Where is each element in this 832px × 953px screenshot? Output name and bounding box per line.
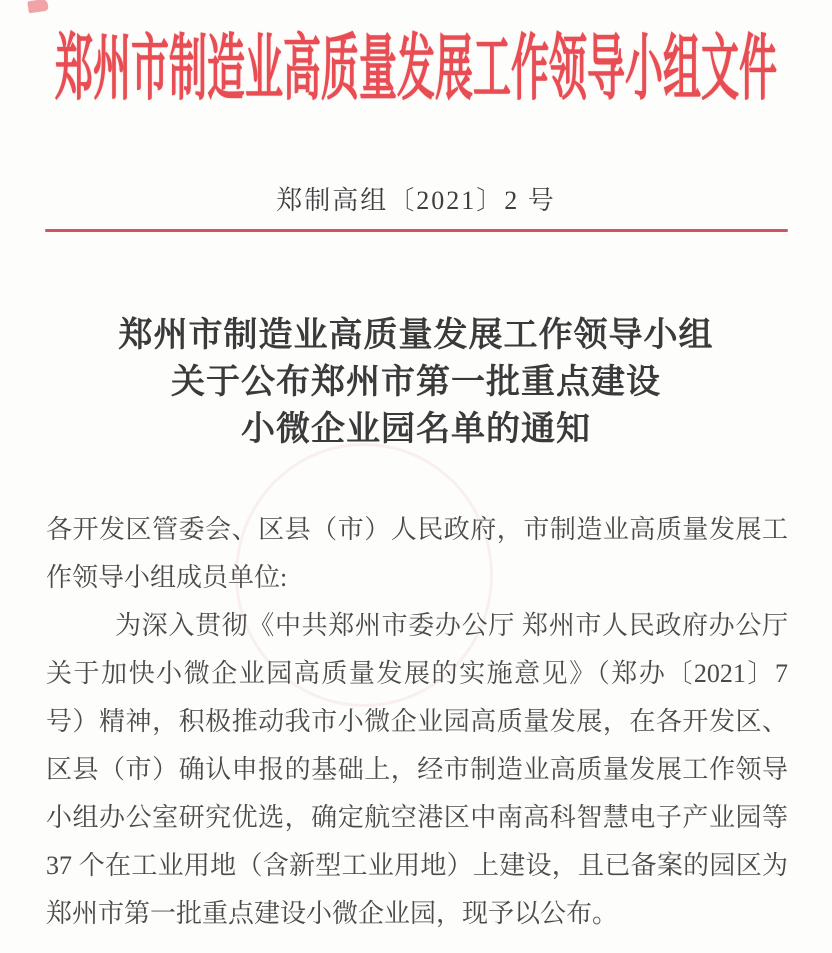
body-line: 关于加快小微企业园高质量发展的实施意见》（郑办〔2021〕7 [46, 659, 788, 688]
body-line: 郑州市第一批重点建设小微企业园，现予以公布。 [46, 899, 619, 928]
body-line: 为深入贯彻《中共郑州市委办公厅 郑州市人民政府办公厅 [115, 611, 788, 640]
body-line: 37 个在工业用地（含新型工业用地）上建设，且已备案的园区为 [46, 851, 788, 880]
body-line: 区县（市）确认申报的基础上，经市制造业高质量发展工作领导 [46, 755, 788, 784]
notice-title [0, 312, 832, 453]
header-banner-text: 郑州市制造业高质量发展工作领导小组文件 [54, 29, 777, 110]
body-line: 小组办公室研究优选，确定航空港区中南高科智慧电子产业园等 [46, 803, 788, 832]
document-header-banner [0, 0, 832, 122]
notice-title-line: 郑州市制造业高质量发展工作领导小组 [118, 317, 714, 354]
red-divider-line [45, 229, 788, 232]
notice-title-line: 关于公布郑州市第一批重点建设 [171, 364, 661, 401]
body-line: 号）精神，积极推动我市小微企业园高质量发展，在各开发区、 [46, 707, 788, 736]
document-number: 郑制高组〔2021〕2 号 [276, 186, 556, 215]
body-line: 各开发区管委会、区县（市）人民政府，市制造业高质量发展工 [46, 515, 788, 544]
notice-body [46, 506, 788, 938]
body-line: 作领导小组成员单位: [46, 563, 288, 592]
notice-title-line: 小微企业园名单的通知 [241, 411, 591, 448]
